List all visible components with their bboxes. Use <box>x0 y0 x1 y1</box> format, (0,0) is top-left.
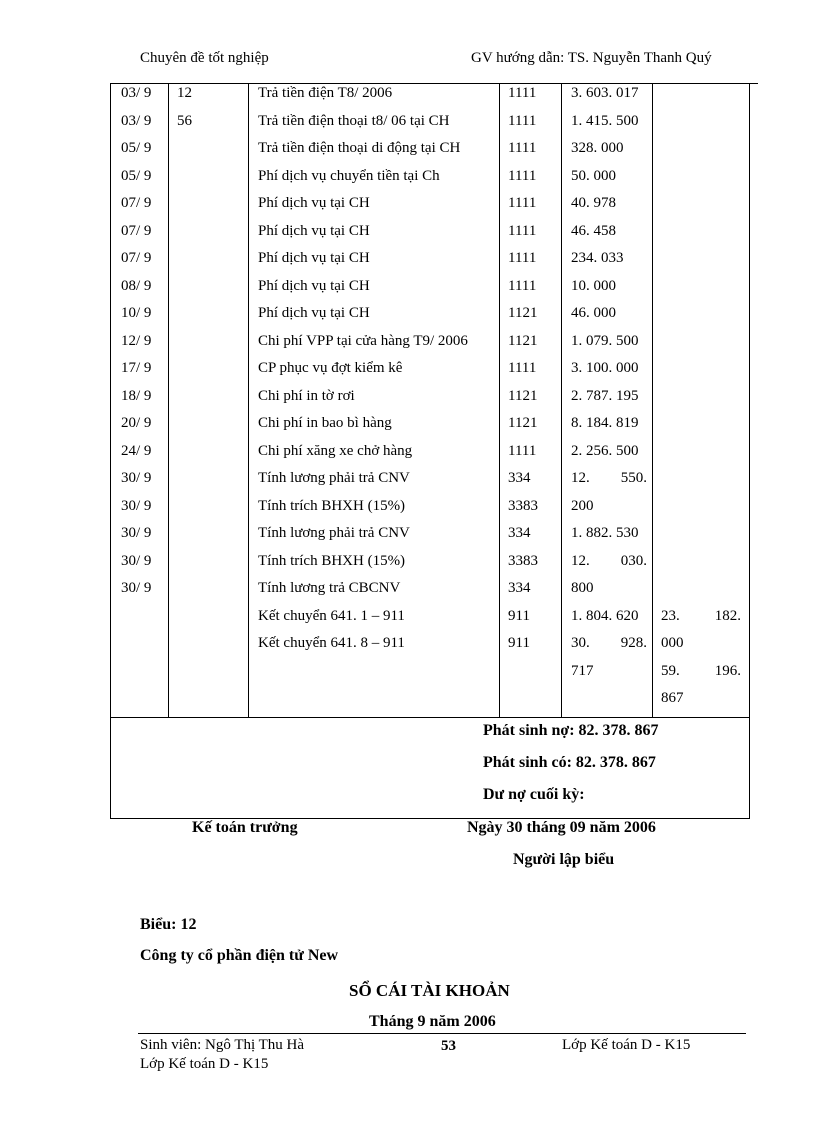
entry-description: Chi phí in tờ rơi <box>258 387 355 404</box>
entry-date: 30/ 9 <box>121 470 152 486</box>
debit-amount-part: 234. 033 <box>571 250 624 266</box>
contra-account: 1111 <box>508 112 537 129</box>
entry-description: Chi phí in bao bì hàng <box>258 415 392 431</box>
table-row <box>111 413 749 441</box>
debit-amount-part: 30. <box>571 635 590 651</box>
total-credit: Phát sinh có: 82. 378. 867 <box>483 754 656 771</box>
header-left: Chuyên đề tốt nghiệp <box>140 50 269 66</box>
contra-account: 1121 <box>508 387 538 404</box>
ending-balance: Dư nợ cuối kỳ: <box>483 786 585 803</box>
entry-date: 05/ 9 <box>121 140 152 156</box>
header-right: GV hướng dẫn: TS. Nguyễn Thanh Quý <box>471 50 712 66</box>
contra-account: 334 <box>508 470 531 486</box>
debit-amount <box>571 360 647 377</box>
credit-amount-part: 867 <box>661 690 684 706</box>
debit-amount-part: 800 <box>571 580 594 596</box>
table-row <box>111 441 749 469</box>
contra-account: 1111 <box>508 360 537 376</box>
debit-amount <box>571 223 647 240</box>
debit-amount-part: 1. 882. 530 <box>571 525 639 541</box>
debit-amount-part: 328. 000 <box>571 140 624 156</box>
entry-date: 30/ 9 <box>121 497 152 514</box>
debit-amount-part: 8. 184. 819 <box>571 415 639 431</box>
contra-account: 1111 <box>508 85 537 101</box>
contra-account: 1111 <box>508 140 537 156</box>
credit-amount-part: 23. <box>661 607 680 624</box>
entry-description: CP phục vụ đợt kiểm kê <box>258 360 403 376</box>
debit-amount <box>571 608 647 625</box>
entry-description: Chi phí VPP tại cửa hàng T9/ 2006 <box>258 332 468 349</box>
table-row <box>111 166 749 194</box>
table-row <box>111 468 749 496</box>
company-name: Công ty cổ phần điện tử New <box>140 947 339 964</box>
table-row <box>111 111 749 139</box>
debit-amount-part: 1. 415. 500 <box>571 112 639 129</box>
debit-amount-part: 10. 000 <box>571 277 616 294</box>
credit-amount <box>661 690 741 707</box>
form-label: Biểu: 12 <box>140 916 197 933</box>
footer-class-right: Lớp Kế toán D - K15 <box>562 1037 691 1053</box>
entry-date: 30/ 9 <box>121 552 152 569</box>
ledger-table <box>110 83 750 819</box>
page-number: 53 <box>441 1038 456 1054</box>
debit-amount <box>571 388 647 405</box>
debit-amount <box>571 85 647 102</box>
debit-amount-part: 1. 079. 500 <box>571 332 639 349</box>
total-debit: Phát sinh nợ: 82. 378. 867 <box>483 722 659 739</box>
credit-amount-part: 59. <box>661 662 680 679</box>
table-row <box>111 276 749 304</box>
contra-account: 334 <box>508 525 531 541</box>
entry-date: 07/ 9 <box>121 222 152 239</box>
entry-description: Phí dịch vụ tại CH <box>258 277 370 294</box>
table-row <box>111 386 749 414</box>
debit-amount-part: 2. 256. 500 <box>571 442 639 459</box>
table-row <box>111 688 749 716</box>
entry-date: 12/ 9 <box>121 332 152 349</box>
debit-amount-part: 12. <box>571 470 590 486</box>
debit-amount-part: 3. 603. 017 <box>571 85 639 101</box>
debit-amount <box>571 278 647 295</box>
debit-amount-part: 550. <box>620 470 647 486</box>
entry-date: 30/ 9 <box>121 525 152 541</box>
table-row <box>111 633 749 661</box>
entry-description: Trả tiền điện T8/ 2006 <box>258 85 393 101</box>
entry-date: 08/ 9 <box>121 277 152 294</box>
debit-amount <box>571 525 647 542</box>
preparer-label: Người lập biểu <box>513 851 615 868</box>
entry-description: Chi phí xăng xe chở hàng <box>258 442 413 459</box>
table-row <box>111 496 749 524</box>
debit-amount <box>571 305 647 322</box>
debit-amount-part: 928. <box>620 635 647 651</box>
ledger-title: SỔ CÁI TÀI KHOẢN <box>349 981 510 1000</box>
contra-account: 3383 <box>508 552 538 569</box>
entry-date: 05/ 9 <box>121 167 152 184</box>
entry-description: Phí dịch vụ tại CH <box>258 195 370 211</box>
debit-amount-part: 12. <box>571 552 590 569</box>
contra-account: 1121 <box>508 415 538 431</box>
debit-amount <box>571 168 647 185</box>
table-row <box>111 331 749 359</box>
entry-date: 18/ 9 <box>121 387 152 404</box>
entry-description: Kết chuyển 641. 1 – 911 <box>258 607 405 624</box>
table-row <box>111 193 749 221</box>
credit-amount-part: 182. <box>714 607 741 624</box>
table-row <box>111 138 749 166</box>
debit-amount-part: 1. 804. 620 <box>571 607 639 624</box>
footer-class-left: Lớp Kế toán D - K15 <box>140 1056 269 1072</box>
footer-rule <box>138 1033 746 1034</box>
entry-description: Phí dịch vụ tại CH <box>258 222 370 239</box>
debit-amount-part: 717 <box>571 662 594 679</box>
entry-description: Tính trích BHXH (15%) <box>258 497 406 514</box>
contra-account: 911 <box>508 607 530 624</box>
debit-amount <box>571 415 647 432</box>
entry-date: 03/ 9 <box>121 85 152 101</box>
ledger-period: Tháng 9 năm 2006 <box>369 1013 496 1030</box>
credit-amount-part: 000 <box>661 635 684 651</box>
contra-account: 1111 <box>508 167 537 184</box>
table-row <box>111 83 749 111</box>
contra-account: 1111 <box>508 442 537 459</box>
entry-description: Tính lương phải trả CNV <box>258 525 410 541</box>
debit-amount <box>571 113 647 130</box>
debit-amount <box>571 635 647 652</box>
chief-accountant-label: Kế toán trưởng <box>192 819 298 836</box>
table-row <box>111 578 749 606</box>
table-row <box>111 606 749 634</box>
debit-amount <box>571 553 647 570</box>
entry-number: 12 <box>177 85 192 101</box>
debit-amount <box>571 498 647 515</box>
contra-account: 1121 <box>508 305 538 321</box>
table-row <box>111 661 749 689</box>
entry-description: Trả tiền điện thoại di động tại CH <box>258 140 461 156</box>
credit-amount-part: 196. <box>714 662 741 679</box>
entry-description: Tính trích BHXH (15%) <box>258 552 406 569</box>
debit-amount-part: 2. 787. 195 <box>571 387 639 404</box>
contra-account: 334 <box>508 580 531 596</box>
debit-amount-part: 030. <box>620 552 647 569</box>
debit-amount-part: 40. 978 <box>571 195 616 211</box>
entry-description: Phí dịch vụ tại CH <box>258 250 370 266</box>
entry-date: 07/ 9 <box>121 195 152 211</box>
entry-date: 30/ 9 <box>121 580 152 596</box>
entry-description: Trả tiền điện thoại t8/ 06 tại CH <box>258 112 450 129</box>
footer-student: Sinh viên: Ngô Thị Thu Hà <box>140 1037 305 1053</box>
entry-description: Phí dịch vụ tại CH <box>258 305 370 321</box>
table-row <box>111 303 749 331</box>
entry-description: Kết chuyển 641. 8 – 911 <box>258 635 405 651</box>
table-row <box>111 248 749 276</box>
entry-date: 24/ 9 <box>121 442 152 459</box>
contra-account: 911 <box>508 635 530 651</box>
entry-date: 07/ 9 <box>121 250 152 266</box>
credit-amount <box>661 663 741 680</box>
debit-amount-part: 46. 000 <box>571 305 616 321</box>
debit-amount <box>571 195 647 212</box>
debit-amount-part: 46. 458 <box>571 222 616 239</box>
contra-account: 3383 <box>508 497 538 514</box>
entry-date: 20/ 9 <box>121 415 152 431</box>
entry-description: Tính lương trả CBCNV <box>258 580 401 596</box>
table-row <box>111 523 749 551</box>
debit-amount <box>571 333 647 350</box>
debit-amount <box>571 250 647 267</box>
table-row <box>111 358 749 386</box>
contra-account: 1111 <box>508 250 537 266</box>
debit-amount-part: 50. 000 <box>571 167 616 184</box>
debit-amount-part: 200 <box>571 497 594 514</box>
signature-date: Ngày 30 tháng 09 năm 2006 <box>467 819 656 836</box>
entry-description: Tính lương phải trả CNV <box>258 470 410 486</box>
debit-amount <box>571 443 647 460</box>
entry-date: 10/ 9 <box>121 305 152 321</box>
entry-number: 56 <box>177 112 192 129</box>
entry-description: Phí dịch vụ chuyển tiền tại Ch <box>258 167 440 184</box>
debit-amount <box>571 663 647 680</box>
credit-amount <box>661 635 741 652</box>
table-divider <box>111 717 749 718</box>
contra-account: 1111 <box>508 277 537 294</box>
contra-account: 1121 <box>508 332 538 349</box>
table-row <box>111 221 749 249</box>
contra-account: 1111 <box>508 195 537 211</box>
entry-date: 03/ 9 <box>121 112 152 129</box>
contra-account: 1111 <box>508 222 537 239</box>
credit-amount <box>661 608 741 625</box>
debit-amount <box>571 470 647 487</box>
entry-date: 17/ 9 <box>121 360 152 376</box>
debit-amount-part: 3. 100. 000 <box>571 360 639 376</box>
debit-amount <box>571 580 647 597</box>
debit-amount <box>571 140 647 157</box>
table-row <box>111 551 749 579</box>
